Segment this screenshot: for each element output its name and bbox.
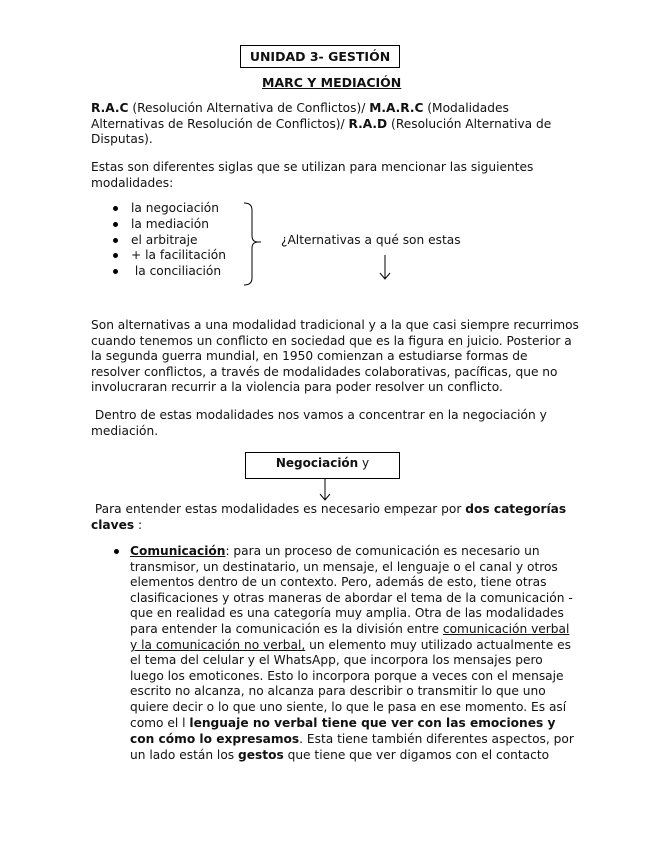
rad-text: (Resolución Alternativa de (387, 117, 552, 131)
marc-abbr: M.A.R.C (369, 101, 424, 115)
box-down-arrow-icon (316, 478, 336, 502)
communication-text: : para un proceso de comunicación es necesario un (225, 544, 540, 558)
communication-l7b: un elemento muy utilizado actualmente es (305, 638, 571, 652)
communication-l6a: para entender la comunicación es la división entre (130, 622, 443, 636)
rad-abbr: R.A.D (348, 117, 388, 131)
communication-term: Comunicación (130, 544, 226, 558)
communication-line-11: quiere decir o lo que uno siente, lo que le pasa en ese momento. Es así (130, 700, 567, 714)
communication-l13a: con cómo lo expresamos (130, 732, 300, 746)
unit-title: UNIDAD 3- GESTIÓN (249, 49, 391, 64)
communication-line-5: que en realidad es una categoría muy amplia. Otra de las modalidades (130, 606, 564, 620)
rac-abbr: R.A.C (91, 101, 129, 115)
communication-line-6 (130, 622, 569, 637)
communication-no-verbal: y la comunicación no verbal, (130, 638, 306, 652)
categories-line-1 (91, 502, 566, 517)
bullet-icon (113, 222, 118, 227)
list-item: la conciliación (131, 264, 222, 278)
communication-line-1 (130, 544, 540, 559)
categories-text: Para entender estas modalidades es necesario empezar por (91, 502, 466, 516)
alternatives-line-2: cuando tenemos un conflicto en sociedad que es la figura en juicio. Posterior a (91, 334, 572, 348)
intro-line-2 (91, 117, 551, 132)
unit-title-box (240, 45, 400, 68)
categories-bold-2: claves (91, 518, 135, 532)
communication-line-8: el tema del celular y el WhatsApp, que incorpora los mensajes pero (130, 653, 543, 667)
alternatives-line-4: resolver conflictos, a través de modalidades colaborativas, pacíficas, que no (91, 365, 558, 379)
communication-l12a: como el l (130, 716, 190, 730)
communication-line-13 (130, 732, 574, 747)
bullet-icon (114, 549, 119, 554)
focus-line-2: mediación. (91, 424, 159, 438)
alternatives-line-3: la segunda guerra mundial, en 1950 comienzan a estudiarse formas de (91, 349, 528, 363)
bracket-question: ¿Alternativas a qué son estas (281, 233, 461, 247)
bullet-icon (113, 206, 118, 211)
bullet-icon (113, 269, 118, 274)
communication-line-14 (130, 748, 549, 763)
communication-l14a: un lado están los (130, 748, 239, 762)
alternatives-line-1: Son alternativas a una modalidad tradicional y a la que casi siempre recurrimos (91, 318, 579, 332)
communication-line-7 (130, 638, 571, 653)
intro-line-2-text: Alternativas de Resolución de Conflictos)/ (91, 117, 349, 131)
intro-line-1 (91, 101, 509, 116)
communication-line-9: luego los emoticones. Esto lo incorpora porque a veces con el mensaje (130, 669, 564, 683)
negotiation-box (245, 452, 400, 479)
communication-line-10: escrito no alcanza, no alcanza para describir o transmitir lo que uno (130, 684, 546, 698)
communication-l12b: lenguaje no verbal tiene que ver con las emociones y (189, 716, 556, 730)
communication-l14b: gestos (238, 748, 284, 762)
communication-l13b: . Esta tiene también diferentes aspectos, por (299, 732, 574, 746)
bullet-icon (113, 253, 118, 258)
categories-line-2 (91, 518, 142, 533)
focus-line-1: Dentro de estas modalidades nos vamos a concentrar en la negociación y (91, 408, 547, 422)
intro-line-3: Disputas). (91, 132, 153, 146)
marc-text: (Modalidades (423, 101, 509, 115)
alternatives-line-5: involucraran recurrir a la violencia para poder resolver un conflicto. (91, 380, 503, 394)
curly-bracket-icon (244, 203, 258, 285)
bullet-icon (113, 238, 118, 243)
rac-text: (Resolución Alternativa de Conflictos)/ (128, 101, 370, 115)
communication-verbal: comunicación verbal (442, 622, 570, 636)
list-item: + la facilitación (131, 248, 226, 262)
negotiation-box-bold: Negociación (275, 456, 359, 470)
communication-l14c: que tiene que ver digamos con el contacto (283, 748, 550, 762)
categories-tail: : (134, 518, 143, 532)
communication-line-3: elementos dentro de un contexto. Pero, además de esto, tiene otras (130, 575, 547, 589)
negotiation-box-rest: y (358, 456, 370, 470)
page-subtitle: MARC Y MEDIACIÓN (262, 75, 402, 90)
siglas-line-1: Estas son diferentes siglas que se utilizan para mencionar las siguientes (91, 160, 534, 174)
communication-line-4: clasificaciones y otras maneras de abordar el tema de la comunicación - (130, 591, 573, 605)
list-item: el arbitraje (131, 233, 198, 247)
communication-line-12 (130, 716, 555, 731)
list-item: la mediación (131, 217, 209, 231)
list-item: la negociación (131, 201, 219, 215)
communication-line-2: transmisor, un destinatario, un mensaje, el lenguaje o el canal y otros (130, 560, 558, 574)
siglas-line-2: modalidades: (91, 176, 174, 190)
categories-bold-1: dos categorías (465, 502, 567, 516)
